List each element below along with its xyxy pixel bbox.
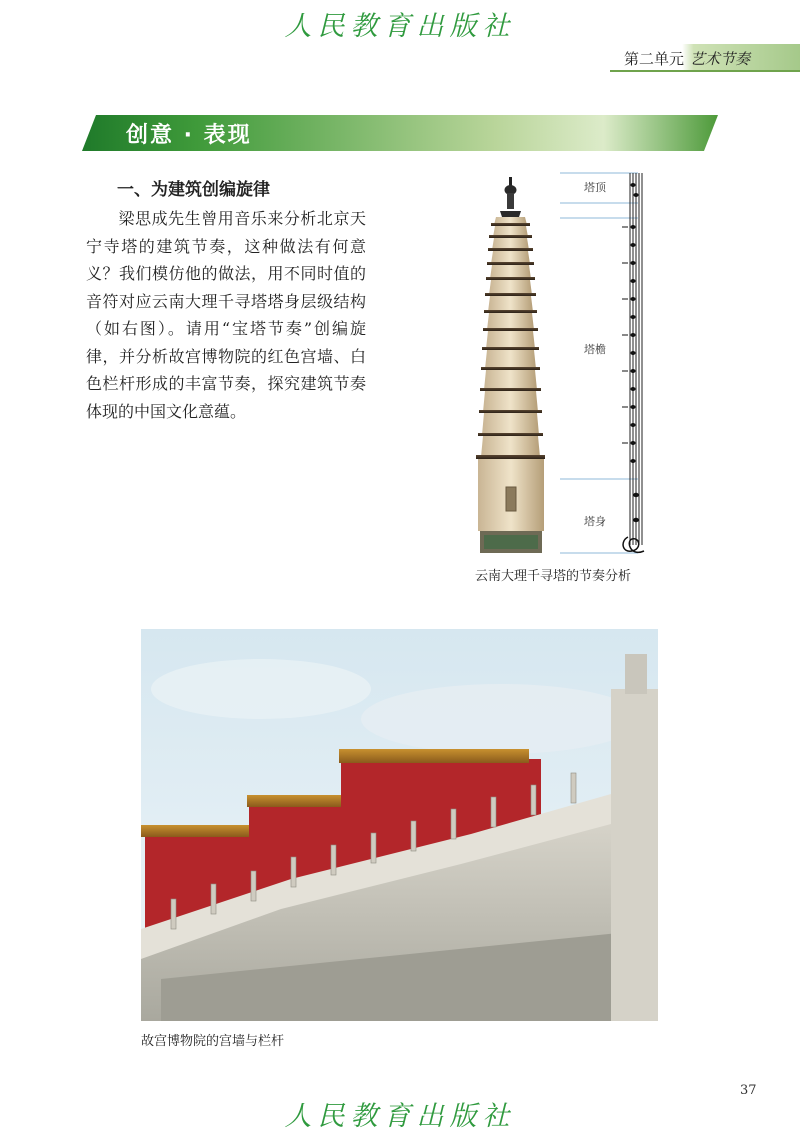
label-pagoda-eaves: 塔檐: [584, 343, 606, 356]
label-pagoda-top: 塔顶: [584, 181, 606, 194]
unit-label: 第二单元: [624, 50, 685, 68]
section-title: 创意 · 表现: [126, 123, 252, 148]
pagoda-spire: [500, 177, 521, 217]
palace-wall-photo: [141, 629, 658, 1021]
page-number: 37: [740, 1083, 757, 1098]
pagoda-caption: 云南大理千寻塔的节奏分析: [475, 569, 632, 584]
pagoda-rhythm-illustration: [470, 165, 655, 565]
palace-caption: 故宫博物院的宫墙与栏杆: [141, 1034, 285, 1049]
publisher-logo-top: 人民教育出版社: [284, 11, 516, 42]
unit-subtitle: 艺术节奏: [690, 50, 751, 68]
pagoda-body: [478, 459, 544, 553]
pagoda-eaves: [476, 217, 545, 459]
content-paragraph: [86, 205, 366, 425]
palace-illustration: [141, 629, 658, 1021]
unit-header: [624, 48, 750, 69]
vertical-music-staff: [622, 173, 644, 552]
publisher-logo-bottom: 人民教育出版社: [284, 1101, 516, 1132]
section-dividers: [560, 173, 638, 553]
content-paragraph-text: 梁思成先生曾用音乐来分析北京天宁寺塔的建筑节奏，这种做法有何意义？我们模仿他的做法，用不同时值的音符对应云南大理千寻塔塔身层级结构（如右图）。请用“宝塔节奏”创编旋律，并分析故宫博物院的红色宫墙、白色栏杆形成的丰富节奏，探究建筑节奏体现的中国文化意蕴。: [86, 209, 366, 421]
unit-header-divider: [610, 70, 800, 72]
pagoda-figure: [470, 165, 655, 565]
label-pagoda-body: 塔身: [584, 515, 606, 528]
content-heading: 一、为建筑创编旋律: [117, 180, 270, 200]
